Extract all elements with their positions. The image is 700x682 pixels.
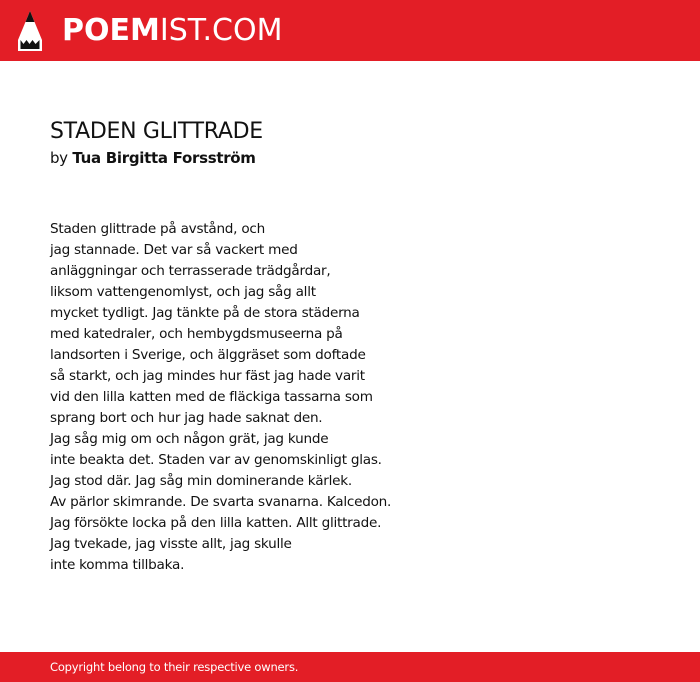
- poem-line: Staden glittrade på avstånd, och: [50, 221, 265, 237]
- poem-line: Jag försökte locka på den lilla katten. Allt glittrade.: [50, 515, 382, 531]
- poem-line: inte beakta det. Staden var av genomskinligt glas.: [50, 452, 382, 468]
- poem-header: [50, 118, 670, 168]
- site-footer: [0, 652, 700, 682]
- poem-title: STADEN GLITTRADE: [50, 119, 263, 144]
- poem-body: [50, 219, 650, 576]
- pencil-tip-icon[interactable]: [17, 10, 43, 52]
- byline-prefix: by: [50, 149, 68, 167]
- poem-line: anläggningar och terrasserade trädgårdar,: [50, 263, 331, 279]
- copyright-notice: Copyright belong to their respective owners.: [50, 660, 299, 674]
- poem-line: Jag tvekade, jag visste allt, jag skulle: [50, 536, 292, 552]
- poem-line: med katedraler, och hembygdsmuseerna på: [50, 326, 343, 342]
- logo-bold-text: POEM: [62, 13, 160, 48]
- poem-line: sprang bort och hur jag hade saknat den.: [50, 410, 323, 426]
- poem-line: så starkt, och jag mindes hur fäst jag hade varit: [50, 368, 365, 384]
- poem-line: jag stannade. Det var så vackert med: [50, 242, 298, 258]
- poem-line: inte komma tillbaka.: [50, 557, 185, 573]
- logo-light-text: IST.COM: [159, 13, 283, 48]
- poem-line: mycket tydligt. Jag tänkte på de stora städerna: [50, 305, 360, 321]
- byline: [50, 148, 670, 168]
- poem-line: vid den lilla katten med de fläckiga tassarna som: [50, 389, 373, 405]
- poem-line: landsorten i Sverige, och älggräset som doftade: [50, 347, 366, 363]
- site-logo[interactable]: [62, 12, 282, 50]
- poem-line: Jag såg mig om och någon grät, jag kunde: [50, 431, 329, 447]
- poem-line: liksom vattengenomlyst, och jag såg allt: [50, 284, 316, 300]
- site-header: [0, 0, 700, 61]
- poem-line: Jag stod där. Jag såg min dominerande kärlek.: [50, 473, 352, 489]
- author-name: Tua Birgitta Forsström: [72, 149, 256, 167]
- poem-line: Av pärlor skimrande. De svarta svanarna. Kalcedon.: [50, 494, 392, 510]
